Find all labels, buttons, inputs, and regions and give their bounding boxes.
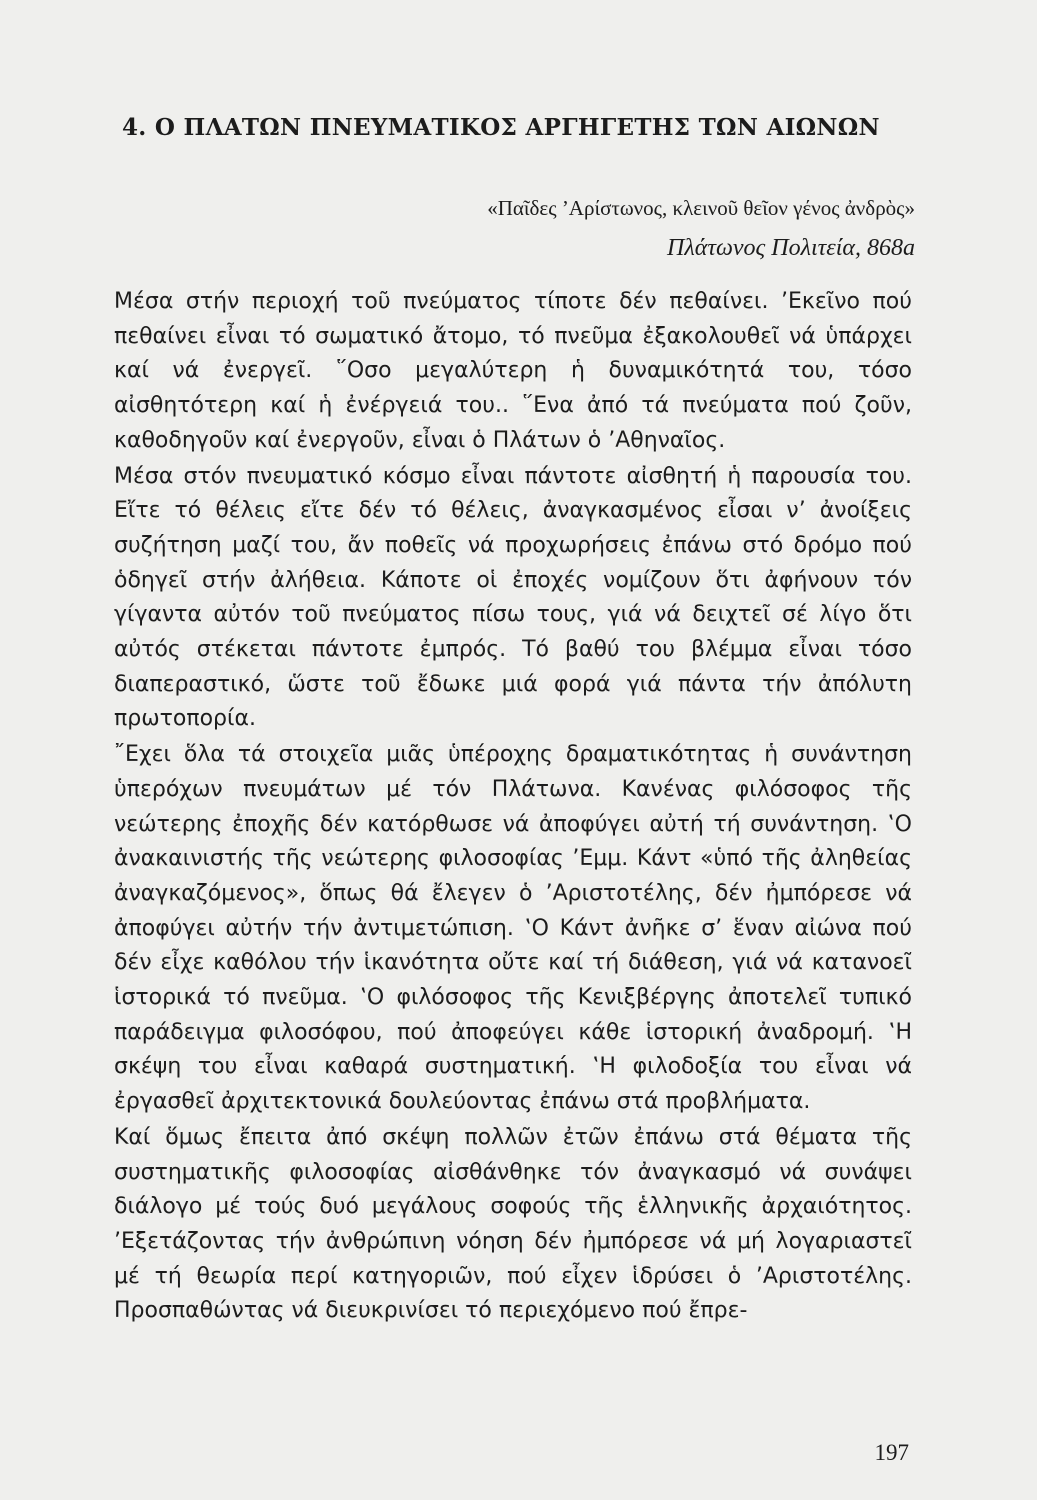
epigraph — [487, 190, 915, 269]
paragraph-4: Καί ὅμως ἔπειτα ἀπό σκέψη πολλῶν ἐτῶν ἐπάνω στά θέματα τῆς συστηματικῆς φιλοσοφίας αἰσθάνθηκε τόν ἀναγκασμό νά συνάψει διάλογο μέ τούς δυό μεγάλους σοφούς τῆς ἑλληνικῆς ἀρχαιότητος. ’Εξετάζοντας τήν ἀνθρώπινη νόηση δέν ἠμπόρεσε νά μή λογαριαστεῖ μέ τή θεωρία περί κατηγοριῶν, πού εἶχεν ἱδρύσει ὁ ’Αριστοτέλης. Προσπαθώντας νά διευκρινίσει τό περιεχόμενο πού ἔπρε- — [114, 1124, 912, 1324]
paragraph-2: Μέσα στόν πνευματικό κόσμο εἶναι πάντοτε αἰσθητή ἡ παρουσία του. Εἴτε τό θέλεις εἴτε δέν τό θέλεις, ἀναγκασμένος εἶσαι ν’ ἀνοίξεις συζήτηση μαζί του, ἄν ποθεῖς νά προχωρήσεις ἐπάνω στό δρόμο πού ὁδηγεῖ στήν ἀλήθεια. Κάποτε οἱ ἐποχές νομίζουν ὅτι ἀφήνουν τόν γίγαντα αὐτόν τοῦ πνεύματος πίσω τους, γιά νά δειχτεῖ σέ λίγο ὅτι αὐτός στέκεται πάντοτε ἐμπρός. Τό βαθύ του βλέμμα εἶναι τόσο διαπεραστικό, ὥστε τοῦ ἔδωκε μιά φορά γιά πάντα τήν ἀπόλυτη πρωτοπορία. — [114, 463, 912, 732]
body-text — [114, 285, 912, 1329]
page-number: 197 — [874, 1440, 909, 1465]
epigraph-quote: «Παῖδες ’Αρίστωνος, κλεινοῦ θεῖον γένος ἀνδρὸς» — [487, 196, 915, 220]
paragraph-1: Μέσα στήν περιοχή τοῦ πνεύματος τίποτε δέν πεθαίνει. ’Εκεῖνο πού πεθαίνει εἶναι τό σωματικό ἄτομο, τό πνεῦμα ἐξακολουθεῖ νά ὑπάρχει καί νά ἐνεργεῖ. ῞Οσο μεγαλύτερη ἡ δυναμικότητά του, τόσο αἰσθητότερη καί ἡ ἐνέργειά του.. ῞Ενα ἀπό τά πνεύματα πού ζοῦν, καθοδηγοῦν καί ἐνεργοῦν, εἶναι ὁ Πλάτων ὁ ’Αθηναῖος. — [114, 289, 912, 453]
epigraph-source: Πλάτωνος Πολιτεία, 868a — [667, 234, 915, 261]
chapter-heading: 4. Ο ΠΛΑΤΩΝ ΠΝΕΥΜΑΤΙΚΟΣ ΑΡΓΗΓΕΤΗΣ ΤΩΝ ΑΙΩΝΩΝ — [122, 114, 880, 141]
paragraph-3: ῎Εχει ὅλα τά στοιχεῖα μιᾶς ὑπέροχης δραματικότητας ἡ συνάντηση ὑπερόχων πνευμάτων μέ τόν Πλάτωνα. Κανένας φιλόσοφος τῆς νεώτερης ἐποχῆς δέν κατόρθωσε νά ἀποφύγει αὐτή τή συνάντηση. ‛Ο ἀνακαινιστής τῆς νεώτερης φιλοσοφίας ’Εμμ. Κάντ «ὑπό τῆς ἀληθείας ἀναγκαζόμενος», ὅπως θά ἔλεγεν ὁ ’Αριστοτέλης, δέν ἠμπόρεσε νά ἀποφύγει αὐτήν τήν ἀντιμετώπιση. ‛Ο Κάντ ἀνῆκε σ’ ἕναν αἰώνα πού δέν εἶχε καθόλου τήν ἱκανότητα οὔτε καί τή διάθεση, γιά νά κατανοεῖ ἱστορικά τό πνεῦμα. ‛Ο φιλόσοφος τῆς Κενιξβέργης ἀποτελεῖ τυπικό παράδειγμα φιλοσόφου, πού ἀποφεύγει κάθε ἱστορική ἀναδρομή. ‛Η σκέψη του εἶναι καθαρά συστηματική. ‛Η φιλοδοξία του εἶναι νά ἐργασθεῖ ἀρχιτεκτονικά δουλεύοντας ἐπάνω στά προβλήματα. — [114, 742, 912, 1115]
